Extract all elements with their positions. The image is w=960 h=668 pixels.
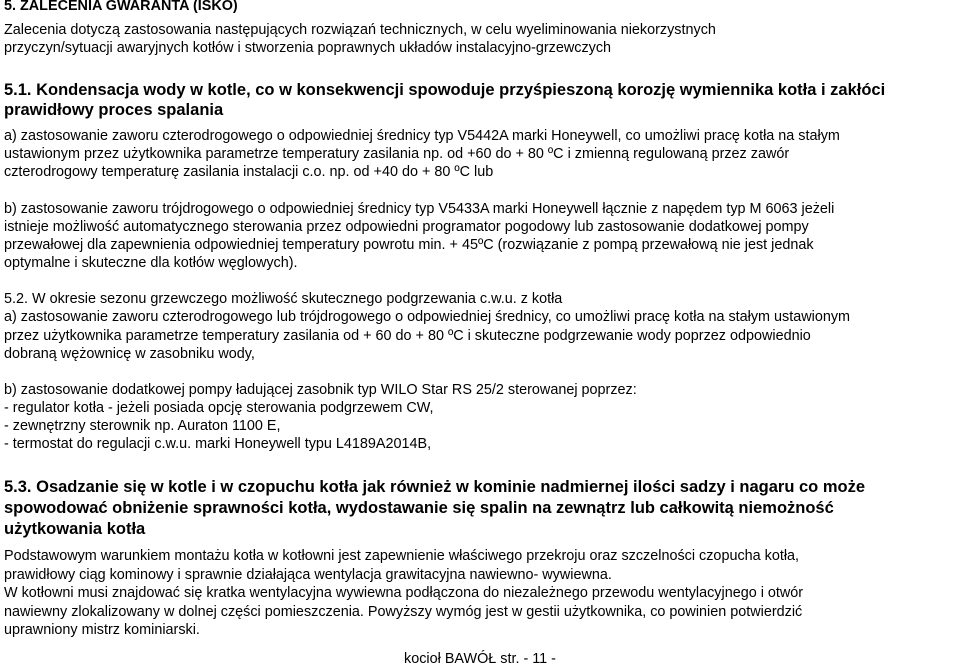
heading-5-1-line-2: prawidłowy proces spalania [4, 101, 224, 119]
heading-5-3-line-1: 5.3. Osadzanie się w kotle i w czopuchu kotła jak również w kominie nadmiernej ilości sadzy i nagaru co może [4, 478, 866, 496]
s53-body-line-4: nawiewny zlokalizowany w dolnej części pomieszczenia. Powyższy wymóg jest w gestii użytkownika, co powinien potwierdzić [4, 604, 803, 620]
s53-body-line-2: prawidłowy ciąg kominowy i sprawnie działająca wentylacja grawitacyjna nawiewno- wywiewna. [4, 567, 612, 583]
s51-b-line-2: istnieje możliwość automatycznego sterowania przez odpowiedni programator pogodowy lub zastosowanie dodatkowej pompy [4, 219, 809, 235]
heading-5-1-line-1: 5.1. Kondensacja wody w kotle, co w konsekwencji spowoduje przyśpieszoną korozję wymiennika kotła i zakłóci [4, 81, 886, 99]
s53-body-line-5: uprawniony mistrz kominiarski. [4, 622, 200, 638]
intro-line-2: przyczyn/sytuacji awaryjnych kotłów i stworzenia poprawnych układów instalacyjno-grzewczych [4, 40, 612, 56]
intro-line-1: Zalecenia dotyczą zastosowania następujących rozwiązań technicznych, w celu wyeliminowania niekorzystnych [4, 22, 716, 38]
heading-5-3-line-3: użytkowania kotła [4, 520, 146, 538]
s51-b-line-1: b) zastosowanie zaworu trójdrogowego o odpowiedniej średnicy typ V5433A marki Honeywell łącznie z napędem typ M 6063 jeżeli [4, 201, 835, 217]
s53-body-line-1: Podstawowym warunkiem montażu kotła w kotłowni jest zapewnienie właściwego przekroju oraz szczelności czopucha kotła, [4, 548, 800, 564]
s51-b-line-3: przewałowej dla zapewnienia odpowiedniej temperatury powrotu min. + 45ºC (rozwiązanie z pompą przewałową nie jest jednak [4, 237, 814, 253]
s52-a-line-3: dobraną wężownicę w zasobniku wody, [4, 346, 255, 362]
s51-a-line-3: czterodrogowy temperaturę zasilania instalacji c.o. np. od +40 do + 80 ºC lub [4, 164, 494, 180]
heading-5-3-line-2: spowodować obniżenie sprawności kotła, wydostawanie się spalin na zewnątrz lub całkowitą niemożność [4, 499, 834, 517]
heading-5-2: 5.2. W okresie sezonu grzewczego możliwość skutecznego podgrzewania c.w.u. z kotła [4, 291, 563, 307]
s51-a-line-2: ustawionym przez użytkownika parametrze temperatury zasilania np. od +60 do + 80 ºC i zmienną regulowaną przez zawór [4, 146, 790, 162]
page-footer: kocioł BAWÓŁ str. - 11 - [404, 651, 556, 667]
s51-a-line-1: a) zastosowanie zaworu czterodrogowego o odpowiedniej średnicy typ V5442A marki Honeywell, co umożliwi pracę kotła na stałym [4, 128, 840, 144]
section-title: 5. ZALECENIA GWARANTA (ISKO) [4, 0, 238, 14]
s52-a-line-1: a) zastosowanie zaworu czterodrogowego lub trójdrogowego o odpowiedniej średnicy, co umożliwi pracę kotła na stałym ustawionym [4, 309, 851, 325]
s52-b-line-2: - regulator kotła - jeżeli posiada opcję sterowania podgrzewem CW, [4, 400, 434, 416]
s52-b-line-3: - zewnętrzny sterownik np. Auraton 1100 E, [4, 418, 281, 434]
s52-a-line-2: przez użytkownika parametrze temperatury zasilania od + 60 do + 80 ºC i skuteczne podgrzewanie wody poprzez odpowiednio [4, 328, 811, 344]
s51-b-line-4: optymalne i skuteczne dla kotłów węglowych). [4, 255, 298, 271]
s52-b-line-1: b) zastosowanie dodatkowej pompy ładującej zasobnik typ WILO Star RS 25/2 sterowanej poprzez: [4, 382, 637, 398]
s52-b-line-4: - termostat do regulacji c.w.u. marki Honeywell typu L4189A2014B, [4, 436, 432, 452]
s53-body-line-3: W kotłowni musi znajdować się kratka wentylacyjna wywiewna podłączona do niezależnego przewodu wentylacyjnego i otwór [4, 585, 804, 601]
